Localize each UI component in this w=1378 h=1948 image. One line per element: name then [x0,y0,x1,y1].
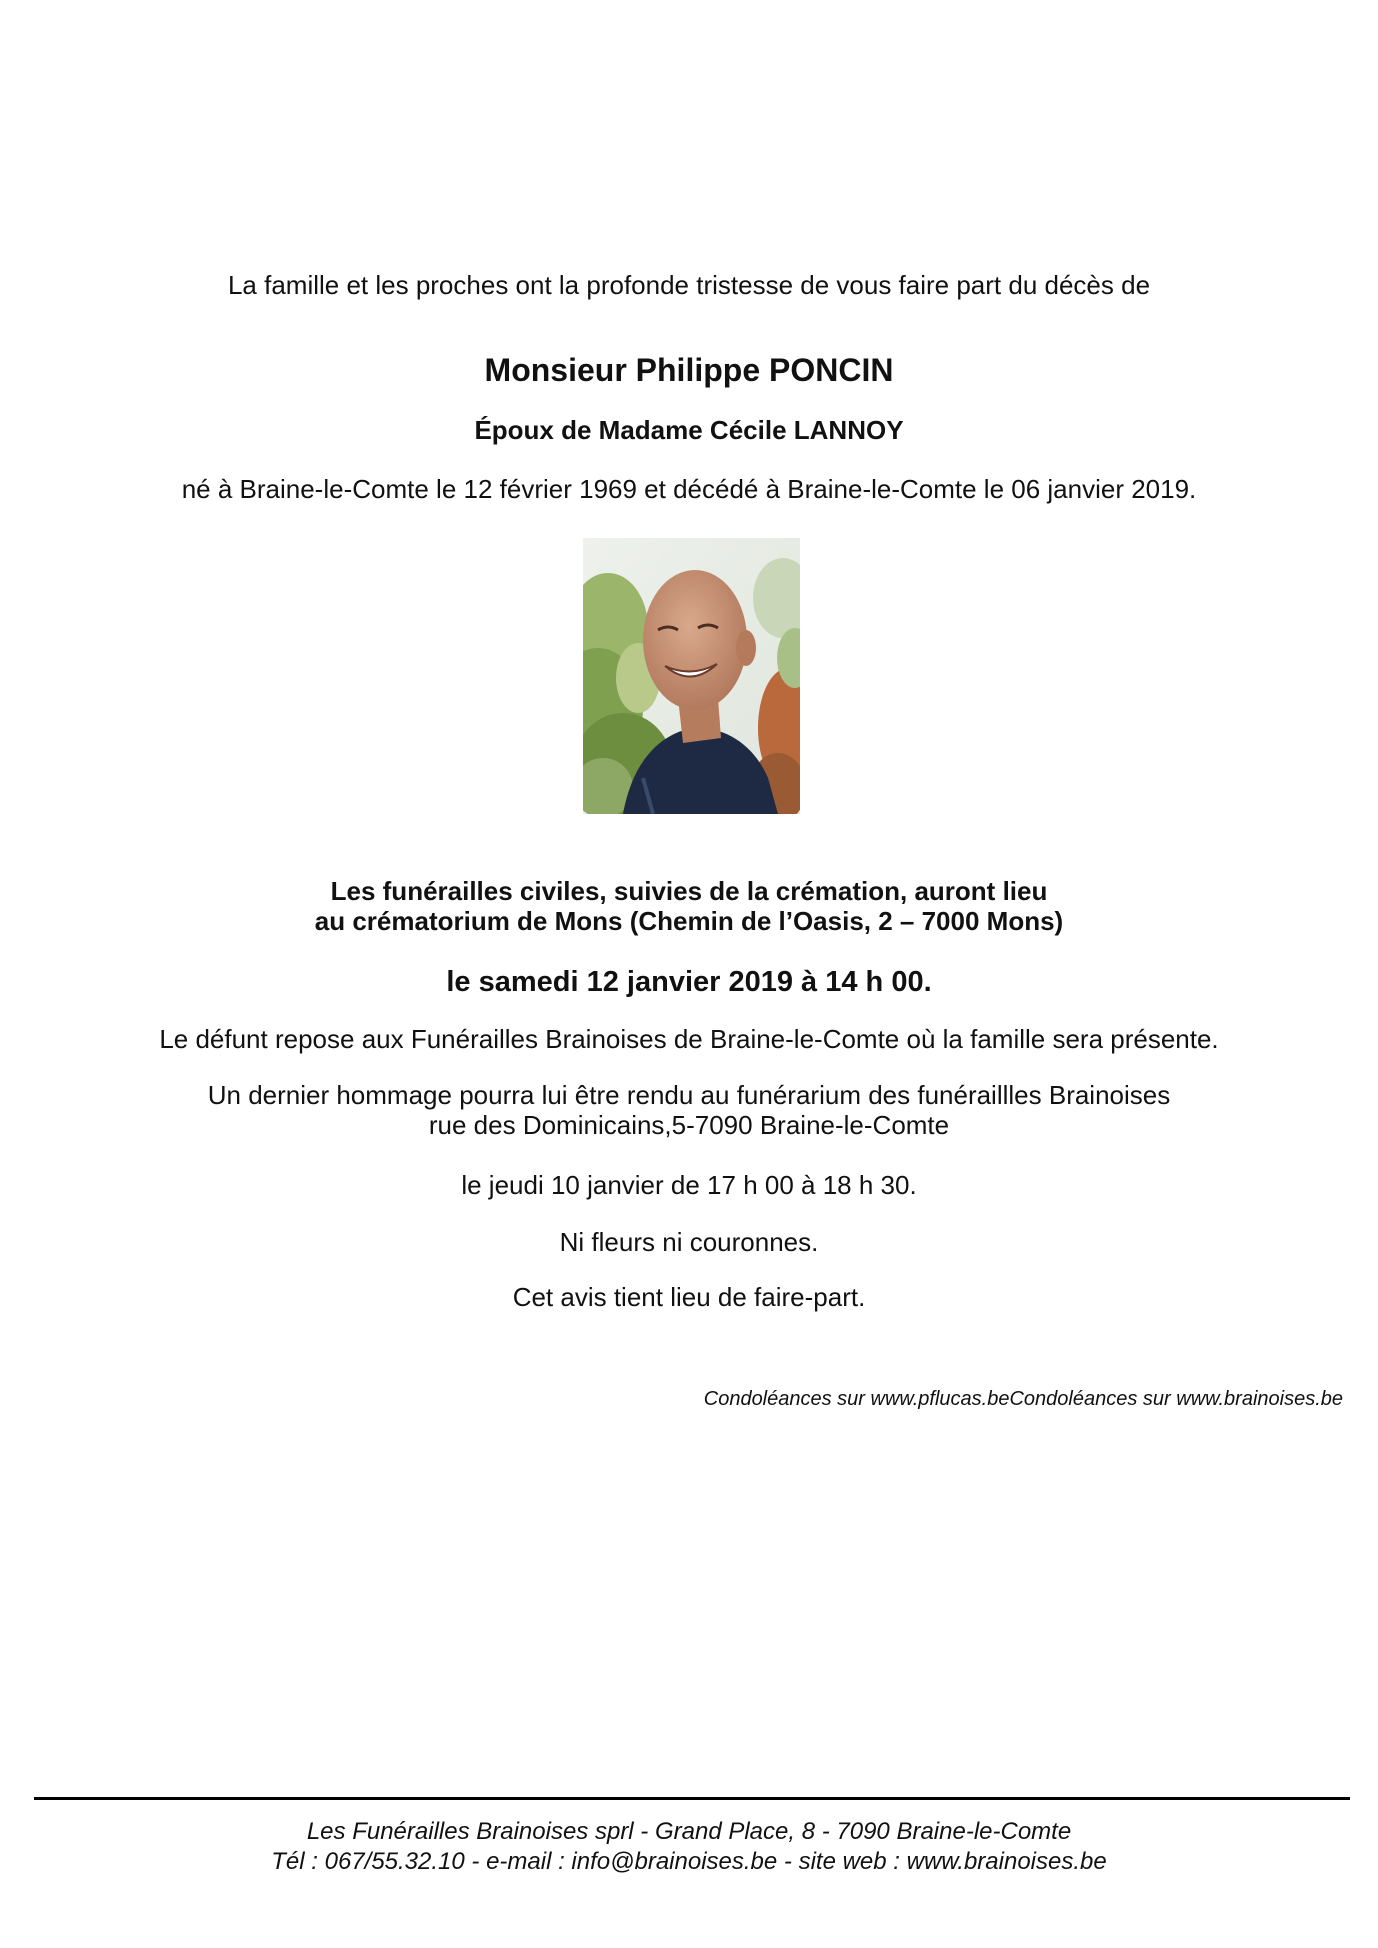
condolences-link-brainoises[interactable]: Condoléances sur www.brainoises.be [1009,1388,1343,1410]
repose-info: Le défunt repose aux Funérailles Brainoises de Braine-le-Comte où la famille sera présente. [159,1024,1219,1054]
ceremony-date: le samedi 12 janvier 2019 à 14 h 00. [446,966,932,998]
flowers-note: Ni fleurs ni couronnes. [559,1227,819,1257]
spouse-line: Époux de Madame Cécile LANNOY [474,415,904,445]
ceremony-line-1: Les funérailles civiles, suivies de la crémation, auront lieu [330,876,1048,906]
portrait-photo [583,538,800,814]
hommage-line-2: rue des Dominicains,5-7090 Braine-le-Comte [428,1110,950,1140]
ceremony-line-2: au crématorium de Mons (Chemin de l’Oasis, 2 – 7000 Mons) [314,906,1064,936]
footer-divider [34,1797,1350,1800]
visit-time: le jeudi 10 janvier de 17 h 00 à 18 h 30. [461,1170,917,1200]
condolences-links [704,1388,1343,1411]
birth-death-dates: né à Braine-le-Comte le 12 février 1969 et décédé à Braine-le-Comte le 06 janvier 2019. [181,474,1197,504]
deceased-name: Monsieur Philippe PONCIN [484,352,894,388]
announcement-intro: La famille et les proches ont la profonde tristesse de vous faire part du décès de [227,270,1151,300]
hommage-line-1: Un dernier hommage pourra lui être rendu au funérarium des funéraillles Brainoises [207,1080,1171,1110]
notice-note: Cet avis tient lieu de faire-part. [512,1282,866,1312]
footer-address: Les Funérailles Brainoises sprl - Grand Place, 8 - 7090 Braine-le-Comte [306,1818,1072,1845]
condolences-link-pflucas[interactable]: Condoléances sur www.pflucas.be [703,1388,1010,1410]
footer-contact: Tél : 067/55.32.10 - e-mail : info@brainoises.be - site web : www.brainoises.be [271,1848,1107,1875]
